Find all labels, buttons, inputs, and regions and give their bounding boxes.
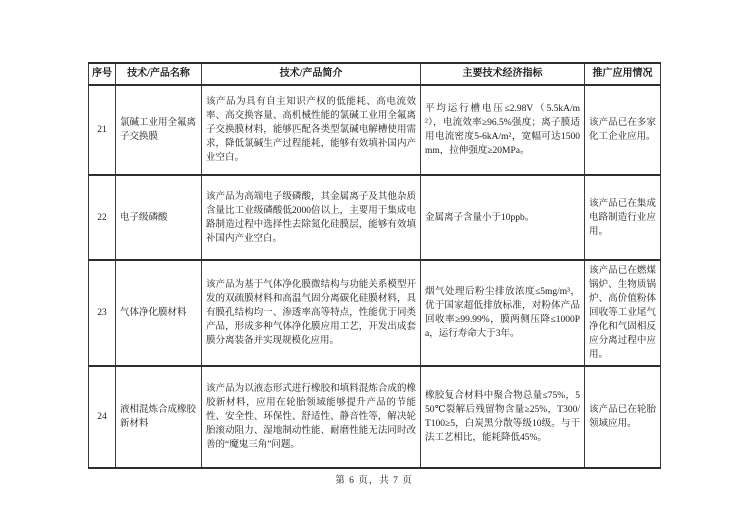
table-row <box>89 175 661 260</box>
product-name: 电子级磷酸 <box>116 175 202 260</box>
row-number: 24 <box>89 366 116 468</box>
product-indicators: 橡胶复合材料中聚合物总量≤75%，550℃裂解后残留物含量≥25%，T300/T100≥5，白炭黑分散等级10级。与干法工艺相比，能耗降低45%。 <box>421 366 585 468</box>
column-header-intro: 技术/产品简介 <box>202 63 421 85</box>
column-header-name: 技术/产品名称 <box>116 63 202 85</box>
product-intro: 该产品为具有自主知识产权的低能耗、高电流效率、高交换容量、高机械性能的氯碱工业用全氟离子交换膜材料，能够匹配各类型氯碱电解槽使用需求，降低氯碱生产过程能耗，能够有效填补国内产业空白。 <box>202 85 421 175</box>
product-name: 气体净化膜材料 <box>116 260 202 366</box>
table-row <box>89 260 661 366</box>
product-promotion: 该产品已在燃煤锅炉、生物质锅炉、高价值粉体回收等工业尾气净化和气固相反应分离过程中应用。 <box>585 260 661 366</box>
table-row <box>89 85 661 175</box>
product-promotion: 该产品已在多家化工企业应用。 <box>585 85 661 175</box>
row-number: 22 <box>89 175 116 260</box>
column-header-number: 序号 <box>89 63 116 85</box>
product-promotion: 该产品已在集成电路制造行业应用。 <box>585 175 661 260</box>
row-number: 21 <box>89 85 116 175</box>
product-indicators: 烟气处理后粉尘排放浓度≤5mg/m³，优于国家超低排放标准，对粉体产品回收率≥99.99%，膜两侧压降≤1000Pa，运行寿命大于3年。 <box>421 260 585 366</box>
column-header-promotion: 推广应用情况 <box>585 63 661 85</box>
product-name: 氯碱工业用全氟离子交换膜 <box>116 85 202 175</box>
table-row <box>89 366 661 468</box>
row-number: 23 <box>89 260 116 366</box>
product-intro: 该产品为高端电子级磷酸，其金属离子及其他杂质含量比工业级磷酸低2000倍以上，主要用于集成电路制造过程中选择性去除氮化硅膜层，能够有效填补国内产业空白。 <box>202 175 421 260</box>
table-header-row <box>89 63 661 85</box>
product-name: 液相混炼合成橡胶新材料 <box>116 366 202 468</box>
product-intro: 该产品为基于气体净化膜微结构与功能关系模型开发的双疏膜材料和高温气固分离碳化硅膜材料，具有膜孔结构均一、渗透率高等特点，性能优于同类产品，形成多种气体净化膜应用工艺，开发出成套膜分离装备并实现规模化应用。 <box>202 260 421 366</box>
page-number-footer: 第 6 页，共 7 页 <box>335 476 413 486</box>
product-indicators: 平均运行槽电压≤2.98V（5.5kA/m²），电流效率≥96.5%强度；离子膜适用电流密度5-6kA/m²，宽幅可达1500mm，拉伸强度≥20MPa。 <box>421 85 585 175</box>
product-table <box>88 62 661 469</box>
product-intro: 该产品为以液态形式进行橡胶和填料混炼合成的橡胶新材料，应用在轮胎领域能够提升产品的节能性、安全性、环保性、舒适性、静音性等，解决轮胎滚动阻力、湿地制动性能、耐磨性能无法同时改善的“魔鬼三角”问题。 <box>202 366 421 468</box>
product-promotion: 该产品已在轮胎领域应用。 <box>585 366 661 468</box>
product-indicators: 金属离子含量小于10ppb。 <box>421 175 585 260</box>
column-header-indicators: 主要技术经济指标 <box>421 63 585 85</box>
